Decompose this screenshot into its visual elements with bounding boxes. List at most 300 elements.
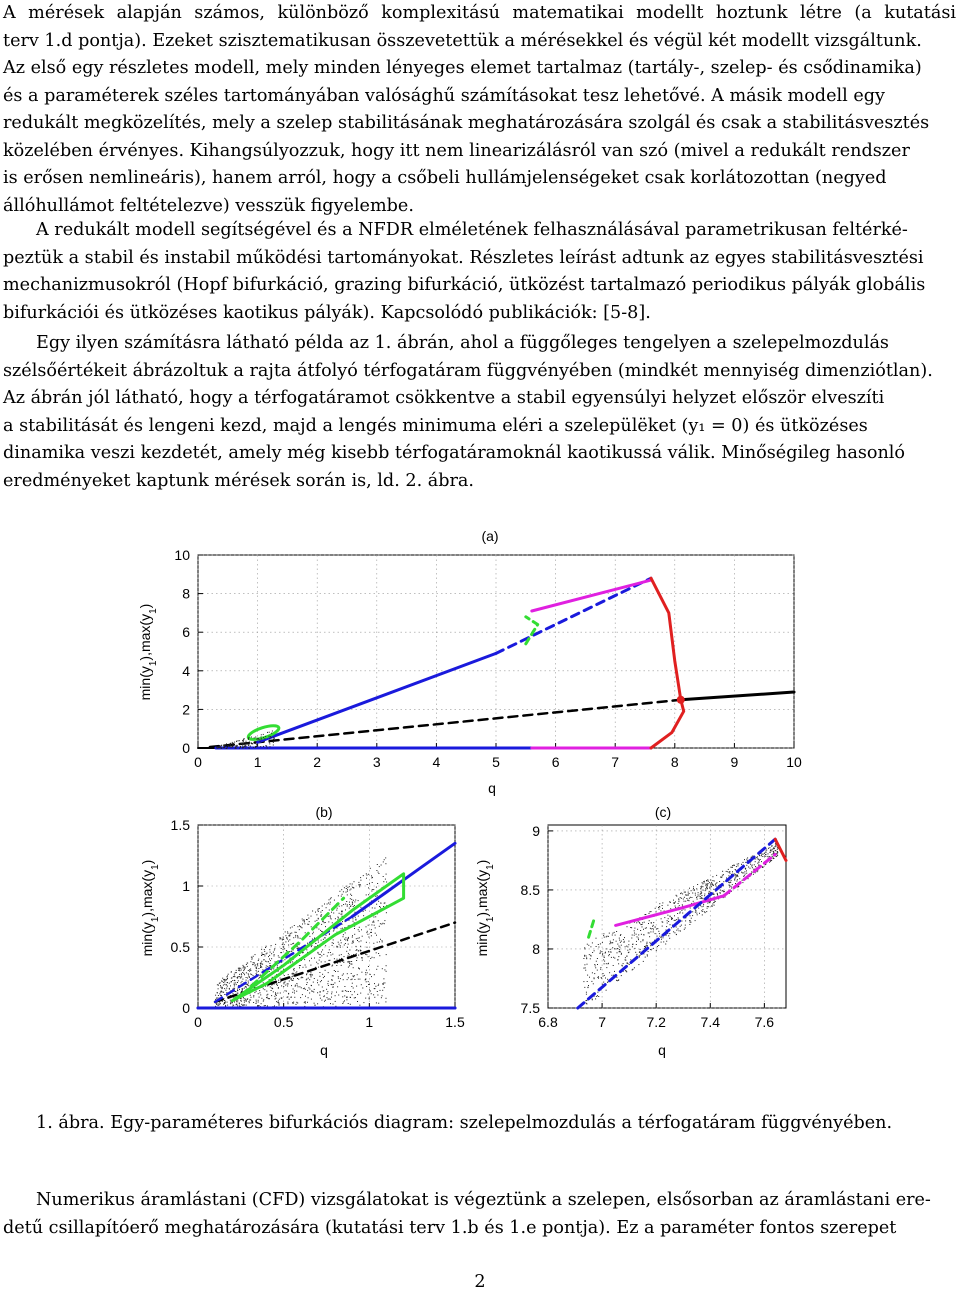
chaotic-point	[597, 958, 598, 959]
chaotic-point	[226, 979, 227, 980]
chaotic-point	[329, 949, 330, 950]
chaotic-point	[225, 980, 226, 981]
chaotic-point	[299, 955, 300, 956]
chaotic-point	[594, 973, 595, 974]
chaotic-point	[731, 886, 732, 887]
chaotic-point	[620, 942, 621, 943]
chaotic-point	[315, 943, 316, 944]
chaotic-point	[373, 921, 374, 922]
chaotic-point	[369, 998, 370, 999]
chaotic-point	[371, 935, 372, 936]
chaotic-point	[245, 748, 246, 749]
chaotic-point	[289, 939, 290, 940]
chaotic-point	[343, 934, 344, 935]
chaotic-point	[292, 927, 293, 928]
chaotic-point	[724, 891, 725, 892]
chaotic-point	[338, 978, 339, 979]
chaotic-point	[375, 986, 376, 987]
chaotic-point	[690, 908, 691, 909]
chaotic-point	[327, 997, 328, 998]
chaotic-point	[358, 979, 359, 980]
chaotic-point	[282, 939, 283, 940]
chaotic-point	[366, 986, 367, 987]
chaotic-point	[275, 944, 276, 945]
chaotic-point	[600, 967, 601, 968]
chaotic-point	[594, 977, 595, 978]
chaotic-point	[702, 886, 703, 887]
chaotic-point	[713, 889, 714, 890]
chaotic-point	[264, 951, 265, 952]
chaotic-point	[368, 894, 369, 895]
chaotic-point	[244, 998, 245, 999]
chaotic-point	[616, 977, 617, 978]
chaotic-point	[591, 981, 592, 982]
chaotic-point	[586, 1000, 587, 1001]
chaotic-point	[761, 854, 762, 855]
chaotic-point	[218, 985, 219, 986]
chaotic-point	[655, 933, 656, 934]
chaotic-point	[347, 979, 348, 980]
chaotic-point	[320, 954, 321, 955]
panel-c-red-branch	[775, 839, 786, 860]
chaotic-point	[644, 922, 645, 923]
chaotic-point	[377, 942, 378, 943]
chaotic-point	[678, 917, 679, 918]
chaotic-point	[348, 1003, 349, 1004]
chaotic-point	[640, 924, 641, 925]
chaotic-point	[374, 974, 375, 975]
chaotic-point	[291, 985, 292, 986]
chaotic-point	[236, 984, 237, 985]
chaotic-point	[365, 974, 366, 975]
chaotic-point	[695, 910, 696, 911]
chaotic-point	[346, 999, 347, 1000]
chaotic-point	[282, 943, 283, 944]
chaotic-point	[644, 948, 645, 949]
chaotic-point	[656, 950, 657, 951]
chaotic-point	[640, 930, 641, 931]
chaotic-point	[352, 979, 353, 980]
chaotic-point	[709, 891, 710, 892]
panel-b-xtick-label: 0	[194, 1014, 202, 1030]
chaotic-point	[343, 904, 344, 905]
chaotic-point	[226, 748, 227, 749]
chaotic-point	[292, 976, 293, 977]
chaotic-point	[636, 954, 637, 955]
chaotic-point	[290, 933, 291, 934]
chaotic-point	[375, 927, 376, 928]
chaotic-point	[307, 1002, 308, 1003]
chaotic-point	[608, 951, 609, 952]
chaotic-point	[757, 856, 758, 857]
chaotic-point	[356, 938, 357, 939]
chaotic-point	[235, 747, 236, 748]
chaotic-point	[594, 964, 595, 965]
chaotic-point	[690, 922, 691, 923]
chaotic-point	[332, 942, 333, 943]
chaotic-point	[710, 887, 711, 888]
chaotic-point	[680, 897, 681, 898]
chaotic-point	[311, 991, 312, 992]
chaotic-point	[316, 920, 317, 921]
chaotic-point	[375, 916, 376, 917]
chaotic-point	[586, 956, 587, 957]
chaotic-point	[333, 943, 334, 944]
chaotic-point	[634, 930, 635, 931]
chaotic-point	[650, 945, 651, 946]
chaotic-point	[314, 947, 315, 948]
chaotic-point	[340, 947, 341, 948]
paragraph-2: A redukált modell segítségével és a NFDR elméletének felhasználásával parametrikusan feltérké- peztük a stabil és instabil működési tartományokat. Részletes leírást adtunk az egyes stabilitásvesztési mechanizmusokról (Hopf bifurkáció, grazing bifurkáció, ütközést tartalmazó periodikus pályák globális bifurkációi és ütközéses kaotikus pályák). Kapcsolódó publikációk: [5-8].	[3, 220, 926, 323]
chaotic-point	[741, 864, 742, 865]
chaotic-point	[227, 975, 228, 976]
chaotic-point	[216, 1004, 217, 1005]
chaotic-point	[369, 998, 370, 999]
chaotic-point	[260, 966, 261, 967]
chaotic-point	[345, 909, 346, 910]
chaotic-point	[604, 963, 605, 964]
chaotic-point	[383, 983, 384, 984]
chaotic-point	[701, 910, 702, 911]
chaotic-point	[293, 943, 294, 944]
chaotic-point	[670, 916, 671, 917]
chaotic-point	[755, 866, 756, 867]
chaotic-point	[351, 979, 352, 980]
chaotic-point	[270, 960, 271, 961]
chaotic-point	[583, 968, 584, 969]
chaotic-point	[777, 854, 778, 855]
chaotic-point	[697, 896, 698, 897]
chaotic-point	[260, 746, 261, 747]
chaotic-point	[351, 964, 352, 965]
chaotic-point	[309, 921, 310, 922]
chaotic-point	[639, 923, 640, 924]
chaotic-point	[234, 988, 235, 989]
chaotic-point	[224, 981, 225, 982]
chaotic-point	[324, 922, 325, 923]
chaotic-point	[619, 940, 620, 941]
chaotic-point	[249, 742, 250, 743]
chaotic-point	[675, 906, 676, 907]
chaotic-point	[630, 949, 631, 950]
chaotic-point	[292, 943, 293, 944]
chaotic-point	[701, 893, 702, 894]
chaotic-point	[261, 998, 262, 999]
chaotic-point	[637, 936, 638, 937]
chaotic-point	[321, 951, 322, 952]
chaotic-point	[608, 963, 609, 964]
chaotic-point	[381, 865, 382, 866]
chaotic-point	[263, 734, 264, 735]
chaotic-point	[269, 732, 270, 733]
chaotic-point	[643, 939, 644, 940]
chaotic-point	[341, 965, 342, 966]
chaotic-point	[762, 856, 763, 857]
chaotic-point	[343, 936, 344, 937]
chaotic-point	[765, 851, 766, 852]
chaotic-point	[707, 903, 708, 904]
chaotic-point	[384, 969, 385, 970]
chaotic-point	[675, 907, 676, 908]
chaotic-point	[249, 977, 250, 978]
chaotic-point	[689, 924, 690, 925]
chaotic-point	[645, 947, 646, 948]
chaotic-point	[266, 967, 267, 968]
chaotic-point	[237, 740, 238, 741]
chaotic-point	[702, 898, 703, 899]
chaotic-point	[627, 950, 628, 951]
panel-c-ytick-label: 8.5	[520, 881, 540, 898]
chaotic-point	[649, 913, 650, 914]
chaotic-point	[682, 893, 683, 894]
chaotic-point	[267, 1005, 268, 1006]
chaotic-point	[349, 902, 350, 903]
chaotic-point	[308, 924, 309, 925]
chaotic-point	[716, 875, 717, 876]
chaotic-point	[373, 889, 374, 890]
chaotic-point	[242, 981, 243, 982]
chaotic-point	[279, 1004, 280, 1005]
chaotic-point	[746, 873, 747, 874]
chaotic-point	[344, 986, 345, 987]
chaotic-point	[231, 981, 232, 982]
chaotic-point	[748, 867, 749, 868]
chaotic-point	[374, 997, 375, 998]
chaotic-point	[706, 887, 707, 888]
chaotic-point	[255, 954, 256, 955]
chaotic-point	[296, 932, 297, 933]
chaotic-point	[244, 1002, 245, 1003]
chaotic-point	[253, 995, 254, 996]
chaotic-point	[258, 993, 259, 994]
chaotic-point	[250, 746, 251, 747]
chaotic-point	[593, 983, 594, 984]
chaotic-point	[297, 936, 298, 937]
chaotic-point	[331, 984, 332, 985]
chaotic-point	[350, 997, 351, 998]
chaotic-point	[737, 864, 738, 865]
chaotic-point	[249, 1002, 250, 1003]
chaotic-point	[347, 891, 348, 892]
chaotic-point	[343, 962, 344, 963]
chaotic-point	[713, 885, 714, 886]
chaotic-point	[293, 973, 294, 974]
chaotic-point	[745, 874, 746, 875]
chaotic-point	[226, 976, 227, 977]
chaotic-point	[662, 922, 663, 923]
chaotic-point	[322, 987, 323, 988]
chaotic-point	[288, 974, 289, 975]
chaotic-point	[299, 967, 300, 968]
chaotic-point	[673, 900, 674, 901]
chaotic-point	[367, 884, 368, 885]
chaotic-point	[671, 919, 672, 920]
chaotic-point	[246, 1001, 247, 1002]
chaotic-point	[333, 939, 334, 940]
chaotic-point	[712, 884, 713, 885]
chaotic-point	[655, 908, 656, 909]
chaotic-point	[244, 744, 245, 745]
chaotic-point	[597, 977, 598, 978]
chaotic-point	[320, 981, 321, 982]
chaotic-point	[588, 945, 589, 946]
chaotic-point	[701, 897, 702, 898]
chaotic-point	[675, 920, 676, 921]
chaotic-point	[651, 928, 652, 929]
chaotic-point	[244, 738, 245, 739]
chaotic-point	[653, 931, 654, 932]
chaotic-point	[313, 932, 314, 933]
chaotic-point	[279, 957, 280, 958]
chaotic-point	[678, 901, 679, 902]
chaotic-point	[365, 910, 366, 911]
panel-c-ylabel: $\min(y_1),\max(y_1)$	[474, 859, 496, 957]
chaotic-point	[769, 847, 770, 848]
chaotic-point	[357, 938, 358, 939]
chaotic-point	[663, 941, 664, 942]
chaotic-point	[343, 891, 344, 892]
chaotic-point	[350, 991, 351, 992]
chaotic-point	[679, 905, 680, 906]
chaotic-point	[279, 1005, 280, 1006]
chaotic-point	[344, 956, 345, 957]
chaotic-point	[259, 977, 260, 978]
chaotic-point	[764, 856, 765, 857]
chaotic-point	[605, 978, 606, 979]
chaotic-point	[729, 872, 730, 873]
chaotic-point	[311, 974, 312, 975]
chaotic-point	[329, 899, 330, 900]
chaotic-point	[279, 982, 280, 983]
chaotic-point	[221, 748, 222, 749]
chaotic-point	[325, 922, 326, 923]
panel-a-xtick-label: 2	[313, 754, 322, 770]
chaotic-point	[308, 978, 309, 979]
chaotic-point	[352, 941, 353, 942]
chaotic-point	[373, 994, 374, 995]
chaotic-point	[329, 998, 330, 999]
chaotic-point	[697, 899, 698, 900]
chaotic-point	[256, 1003, 257, 1004]
chaotic-point	[307, 919, 308, 920]
chaotic-point	[619, 951, 620, 952]
chaotic-point	[358, 916, 359, 917]
chaotic-point	[306, 949, 307, 950]
chaotic-point	[726, 878, 727, 879]
panel-a-xtick-label: 7	[611, 754, 620, 770]
chaotic-point	[347, 973, 348, 974]
chaotic-point	[659, 933, 660, 934]
chaotic-point	[227, 745, 228, 746]
chaotic-point	[266, 997, 267, 998]
chaotic-point	[339, 944, 340, 945]
chaotic-point	[331, 955, 332, 956]
chaotic-point	[363, 1002, 364, 1003]
chaotic-point	[728, 875, 729, 876]
chaotic-point	[621, 954, 622, 955]
chaotic-point	[647, 954, 648, 955]
chaotic-point	[327, 993, 328, 994]
chaotic-point	[244, 969, 245, 970]
chaotic-point	[652, 928, 653, 929]
chaotic-point	[696, 913, 697, 914]
chaotic-point	[269, 965, 270, 966]
chaotic-point	[306, 984, 307, 985]
chaotic-point	[617, 952, 618, 953]
chaotic-point	[240, 968, 241, 969]
chaotic-point	[314, 989, 315, 990]
chaotic-point	[344, 995, 345, 996]
chaotic-point	[341, 942, 342, 943]
chaotic-point	[269, 971, 270, 972]
chaotic-point	[249, 1001, 250, 1002]
chaotic-point	[773, 857, 774, 858]
chaotic-point	[321, 940, 322, 941]
chaotic-point	[267, 953, 268, 954]
chaotic-point	[698, 892, 699, 893]
chaotic-point	[284, 944, 285, 945]
chaotic-point	[383, 906, 384, 907]
chaotic-point	[617, 944, 618, 945]
chaotic-point	[242, 989, 243, 990]
chaotic-point	[683, 899, 684, 900]
chaotic-point	[282, 944, 283, 945]
chaotic-point	[632, 946, 633, 947]
chaotic-point	[638, 964, 639, 965]
chaotic-point	[306, 973, 307, 974]
chaotic-point	[678, 898, 679, 899]
chaotic-point	[361, 940, 362, 941]
chaotic-point	[244, 1005, 245, 1006]
chaotic-point	[370, 868, 371, 869]
chaotic-point	[351, 961, 352, 962]
chaotic-point	[270, 986, 271, 987]
chaotic-point	[307, 915, 308, 916]
chaotic-point	[271, 958, 272, 959]
chaotic-point	[353, 921, 354, 922]
chaotic-point	[343, 979, 344, 980]
chaotic-point	[676, 934, 677, 935]
chaotic-point	[230, 1000, 231, 1001]
chaotic-point	[304, 920, 305, 921]
chaotic-point	[731, 880, 732, 881]
chaotic-point	[368, 981, 369, 982]
chaotic-point	[595, 967, 596, 968]
chaotic-point	[341, 914, 342, 915]
chaotic-point	[260, 967, 261, 968]
panel-a-xtick-label: 10	[786, 754, 802, 770]
chaotic-point	[752, 865, 753, 866]
chaotic-point	[232, 744, 233, 745]
chaotic-point	[383, 881, 384, 882]
panel-a-xtick-label: 0	[194, 754, 202, 770]
chaotic-point	[263, 999, 264, 1000]
chaotic-point	[321, 1000, 322, 1001]
chaotic-point	[261, 961, 262, 962]
chaotic-point	[714, 905, 715, 906]
chaotic-point	[284, 975, 285, 976]
chaotic-point	[649, 936, 650, 937]
chaotic-point	[678, 899, 679, 900]
chaotic-point	[243, 966, 244, 967]
chaotic-point	[650, 931, 651, 932]
chaotic-point	[714, 894, 715, 895]
chaotic-point	[711, 883, 712, 884]
chaotic-point	[603, 973, 604, 974]
chaotic-point	[306, 974, 307, 975]
chaotic-point	[248, 747, 249, 748]
chaotic-point	[386, 971, 387, 972]
